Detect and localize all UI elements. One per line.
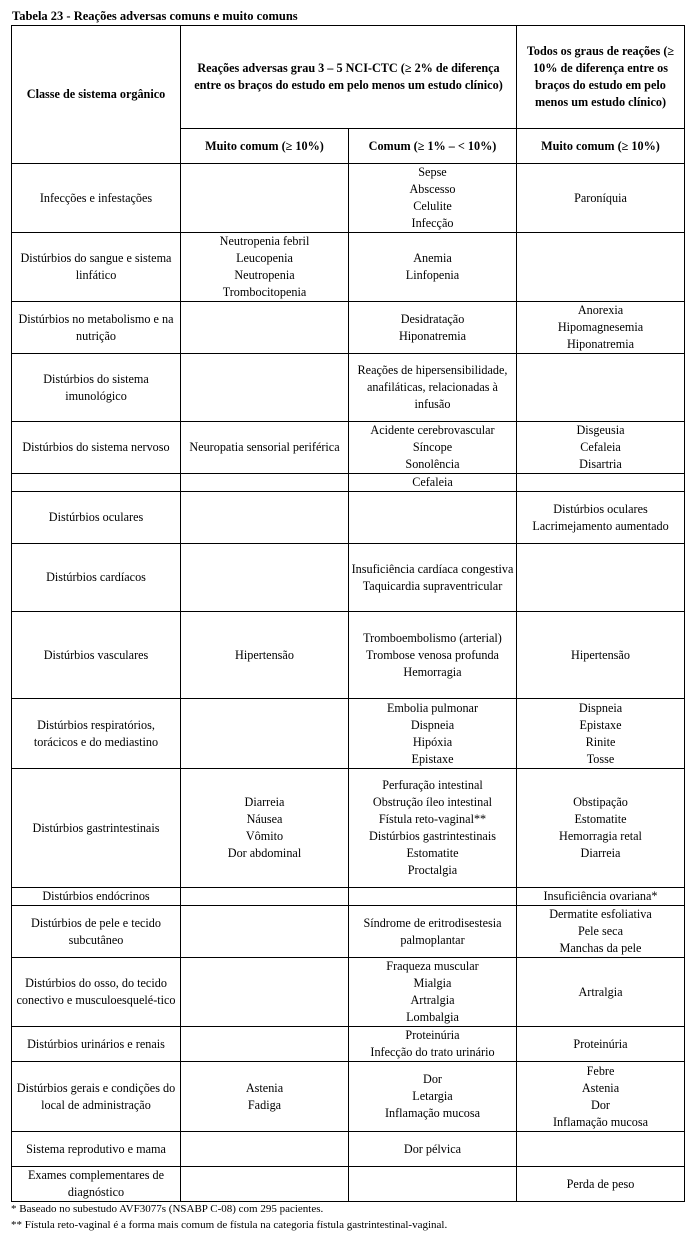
reaction-item: Trombose venosa profunda	[366, 647, 499, 662]
header-all-grades: Todos os graus de reações (≥ 10% de diferença entre os braços do estudo em pelo menos um estudo clínico)	[517, 26, 685, 129]
reaction-item: Astenia	[245, 1080, 284, 1095]
table-row	[12, 1062, 685, 1132]
reaction-item: Insuficiência cardíaca congestiva	[351, 561, 514, 576]
reaction-item: Tromboembolismo (arterial)	[363, 630, 502, 645]
organ-class-cell: Distúrbios urinários e renais	[12, 1027, 181, 1062]
reaction-item: Dispneia	[578, 700, 623, 715]
table-row	[12, 544, 685, 612]
reaction-item: Obstipação	[573, 795, 628, 809]
table-row	[12, 888, 685, 906]
table-row	[12, 354, 685, 422]
reaction-item: Epistaxe	[579, 717, 622, 732]
reaction-item: Pele seca	[577, 924, 623, 938]
reaction-item: Artralgia	[578, 984, 623, 999]
reaction-item: Distúrbios oculares	[553, 501, 648, 516]
reaction-item: Diarreia	[580, 846, 621, 860]
reaction-item: Dor	[423, 1072, 442, 1086]
reaction-item: Inflamação mucosa	[384, 1106, 481, 1120]
reaction-item: Letargia	[412, 1089, 453, 1103]
header-grade-3-5: Reações adversas grau 3 – 5 NCI-CTC (≥ 2% de diferença entre os braços do estudo em pelo menos um estudo clínico)	[181, 26, 517, 129]
reaction-item: Síncope	[412, 440, 453, 454]
all-grades-cell	[517, 302, 685, 354]
reaction-item: Reações de hipersensibilidade, anafiláticas, relacionadas à infusão	[357, 363, 508, 411]
organ-class-cell: Distúrbios cardíacos	[12, 544, 181, 612]
common-cell	[349, 612, 517, 699]
organ-class-cell: Distúrbios do osso, do tecido conectivo e musculoesquelé-tico	[12, 958, 181, 1027]
footnote-1: * Baseado no subestudo AVF3077s (NSABP C-08) com 295 pacientes.	[11, 1203, 324, 1215]
subheader-common: Comum (≥ 1% – < 10%)	[349, 129, 517, 164]
all-grades-cell	[517, 1132, 685, 1167]
all-grades-cell	[517, 492, 685, 544]
common-cell	[349, 888, 517, 906]
common-cell	[349, 1027, 517, 1062]
reaction-item: Neutropenia	[234, 268, 295, 282]
reaction-item: Cefaleia	[412, 475, 453, 489]
common-cell	[349, 1132, 517, 1167]
very-common-cell	[181, 769, 349, 888]
all-grades-cell	[517, 1167, 685, 1202]
reaction-item: Acidente cerebrovascular	[370, 423, 495, 437]
adverse-reactions-table	[11, 25, 685, 1202]
header-organ-class: Classe de sistema orgânico	[12, 26, 181, 164]
reaction-item: Distúrbios gastrintestinais	[369, 829, 496, 843]
reaction-item: Tosse	[586, 751, 615, 766]
reaction-item: Hiponatremia	[398, 328, 466, 343]
reaction-item: Proctalgia	[407, 863, 458, 877]
all-grades-cell	[517, 906, 685, 958]
reaction-item: Mialgia	[413, 976, 452, 990]
reaction-item: Neuropatia sensorial periférica	[189, 440, 340, 454]
reaction-item: Hipóxia	[412, 734, 453, 749]
reaction-item: Dermatite esfoliativa	[549, 907, 652, 921]
reaction-item: Infecção do trato urinário	[370, 1045, 495, 1059]
table-title: Tabela 23 - Reações adversas comuns e muito comuns	[12, 9, 298, 23]
reaction-item: Hemorragia retal	[559, 829, 642, 843]
reaction-item: Síndrome de eritrodisestesia palmoplantar	[363, 915, 502, 947]
all-grades-cell	[517, 612, 685, 699]
very-common-cell	[181, 544, 349, 612]
reaction-item: Fístula reto-vaginal**	[378, 812, 487, 826]
common-cell	[349, 422, 517, 474]
common-cell	[349, 1062, 517, 1132]
reaction-item: Leucopenia	[236, 251, 293, 265]
reaction-item: Embolia pulmonar	[386, 700, 479, 715]
table-row	[12, 1167, 685, 1202]
very-common-cell	[181, 422, 349, 474]
reaction-item: Hipertensão	[235, 647, 294, 662]
all-grades-cell	[517, 544, 685, 612]
reaction-item: Anemia	[413, 251, 452, 265]
very-common-cell	[181, 958, 349, 1027]
reaction-item: Estomatite	[406, 846, 459, 860]
all-grades-cell	[517, 164, 685, 233]
very-common-cell	[181, 302, 349, 354]
table-row	[12, 474, 685, 492]
table-row	[12, 422, 685, 474]
very-common-cell	[181, 474, 349, 492]
very-common-cell	[181, 1027, 349, 1062]
subheader-very-common-all: Muito comum (≥ 10%)	[517, 129, 685, 164]
table-row	[12, 699, 685, 769]
reaction-item: Hipertensão	[571, 647, 630, 662]
reaction-item: Neutropenia febril	[219, 234, 310, 248]
common-cell	[349, 164, 517, 233]
all-grades-cell	[517, 699, 685, 769]
reaction-item: Inflamação mucosa	[552, 1114, 649, 1129]
reaction-item: Perfuração intestinal	[382, 778, 483, 792]
reaction-item: Diarreia	[244, 795, 285, 809]
reaction-item: Insuficiência ovariana*	[543, 889, 658, 903]
all-grades-cell	[517, 422, 685, 474]
reaction-item: Celulite	[413, 199, 452, 213]
reaction-item: Abscesso	[409, 182, 456, 196]
all-grades-cell	[517, 958, 685, 1027]
table-row	[12, 958, 685, 1027]
common-cell	[349, 699, 517, 769]
table-row	[12, 906, 685, 958]
common-cell	[349, 302, 517, 354]
very-common-cell	[181, 1132, 349, 1167]
reaction-item: Sonolência	[405, 457, 460, 471]
table-row	[12, 769, 685, 888]
organ-class-cell: Distúrbios no metabolismo e na nutrição	[12, 302, 181, 354]
reaction-item: Taquicardia supraventricular	[362, 578, 503, 593]
common-cell	[349, 354, 517, 422]
common-cell	[349, 474, 517, 492]
common-cell	[349, 544, 517, 612]
all-grades-cell	[517, 1027, 685, 1062]
all-grades-cell	[517, 1062, 685, 1132]
reaction-item: Dor abdominal	[227, 846, 302, 860]
all-grades-cell	[517, 769, 685, 888]
all-grades-cell	[517, 474, 685, 492]
reaction-item: Epistaxe	[411, 751, 454, 766]
reaction-item: Lombalgia	[406, 1010, 459, 1024]
very-common-cell	[181, 1062, 349, 1132]
reaction-item: Anorexia	[577, 303, 624, 317]
organ-class-cell: Infecções e infestações	[12, 164, 181, 233]
organ-class-cell: Sistema reprodutivo e mama	[12, 1132, 181, 1167]
reaction-item: Dor	[591, 1097, 610, 1112]
organ-class-cell: Distúrbios gastrintestinais	[12, 769, 181, 888]
common-cell	[349, 769, 517, 888]
reaction-item: Febre	[586, 1063, 615, 1078]
reaction-item: Vômito	[245, 829, 284, 843]
organ-class-cell: Distúrbios vasculares	[12, 612, 181, 699]
reaction-item: Fraqueza muscular	[386, 959, 479, 973]
organ-class-cell: Distúrbios gerais e condições do local de administração	[12, 1062, 181, 1132]
very-common-cell	[181, 164, 349, 233]
organ-class-cell	[12, 474, 181, 492]
reaction-item: Dor pélvica	[403, 1141, 462, 1156]
very-common-cell	[181, 699, 349, 769]
table-row	[12, 492, 685, 544]
reaction-item: Trombocitopenia	[222, 285, 307, 299]
reaction-item: Náusea	[246, 812, 283, 826]
reaction-item: Infecção	[411, 216, 454, 230]
reaction-item: Proteinúria	[405, 1028, 460, 1042]
all-grades-cell	[517, 888, 685, 906]
reaction-item: Hemorragia	[403, 664, 462, 679]
organ-class-cell: Distúrbios de pele e tecido subcutâneo	[12, 906, 181, 958]
reaction-item: Hiponatremia	[566, 337, 634, 351]
reaction-item: Artralgia	[410, 993, 455, 1007]
organ-class-cell: Distúrbios do sangue e sistema linfático	[12, 233, 181, 302]
reaction-item: Lacrimejamento aumentado	[532, 518, 669, 533]
reaction-item: Disartria	[579, 457, 622, 471]
table-row	[12, 1132, 685, 1167]
footnote-2: ** Fístula reto-vaginal é a forma mais comum de fístula na categoria fístula gastrintestinal-vaginal.	[11, 1219, 448, 1231]
reaction-item: Dispneia	[410, 717, 455, 732]
reaction-item: Desidratação	[400, 311, 465, 326]
reaction-item: Fadiga	[247, 1097, 282, 1112]
table-row	[12, 233, 685, 302]
very-common-cell	[181, 233, 349, 302]
reaction-item: Obstrução íleo intestinal	[372, 795, 493, 809]
subheader-very-common-grade: Muito comum (≥ 10%)	[181, 129, 349, 164]
organ-class-cell: Distúrbios endócrinos	[12, 888, 181, 906]
table-row	[12, 164, 685, 233]
very-common-cell	[181, 1167, 349, 1202]
very-common-cell	[181, 612, 349, 699]
reaction-item: Cefaleia	[580, 440, 621, 454]
organ-class-cell: Distúrbios respiratórios, torácicos e do mediastino	[12, 699, 181, 769]
table-body	[12, 164, 685, 1202]
table-row	[12, 612, 685, 699]
table-row	[12, 1027, 685, 1062]
reaction-item: Manchas da pele	[559, 941, 642, 955]
common-cell	[349, 492, 517, 544]
reaction-item: Hipomagnesemia	[557, 320, 644, 334]
organ-class-cell: Distúrbios do sistema nervoso	[12, 422, 181, 474]
reaction-item: Astenia	[581, 1080, 620, 1095]
very-common-cell	[181, 354, 349, 422]
common-cell	[349, 233, 517, 302]
very-common-cell	[181, 906, 349, 958]
reaction-item: Perda de peso	[566, 1176, 635, 1191]
organ-class-cell: Exames complementares de diagnóstico	[12, 1167, 181, 1202]
reaction-item: Proteinúria	[573, 1036, 628, 1051]
reaction-item: Linfopenia	[405, 268, 460, 282]
reaction-item: Sepse	[418, 165, 447, 179]
common-cell	[349, 1167, 517, 1202]
very-common-cell	[181, 492, 349, 544]
all-grades-cell	[517, 354, 685, 422]
common-cell	[349, 958, 517, 1027]
organ-class-cell: Distúrbios do sistema imunológico	[12, 354, 181, 422]
reaction-item: Paroníquia	[574, 190, 627, 205]
table-header	[12, 26, 685, 164]
reaction-item: Rinite	[585, 734, 616, 749]
all-grades-cell	[517, 233, 685, 302]
table-row	[12, 302, 685, 354]
organ-class-cell: Distúrbios oculares	[12, 492, 181, 544]
reaction-item: Estomatite	[574, 812, 627, 826]
reaction-item: Disgeusia	[576, 423, 625, 437]
common-cell	[349, 906, 517, 958]
very-common-cell	[181, 888, 349, 906]
